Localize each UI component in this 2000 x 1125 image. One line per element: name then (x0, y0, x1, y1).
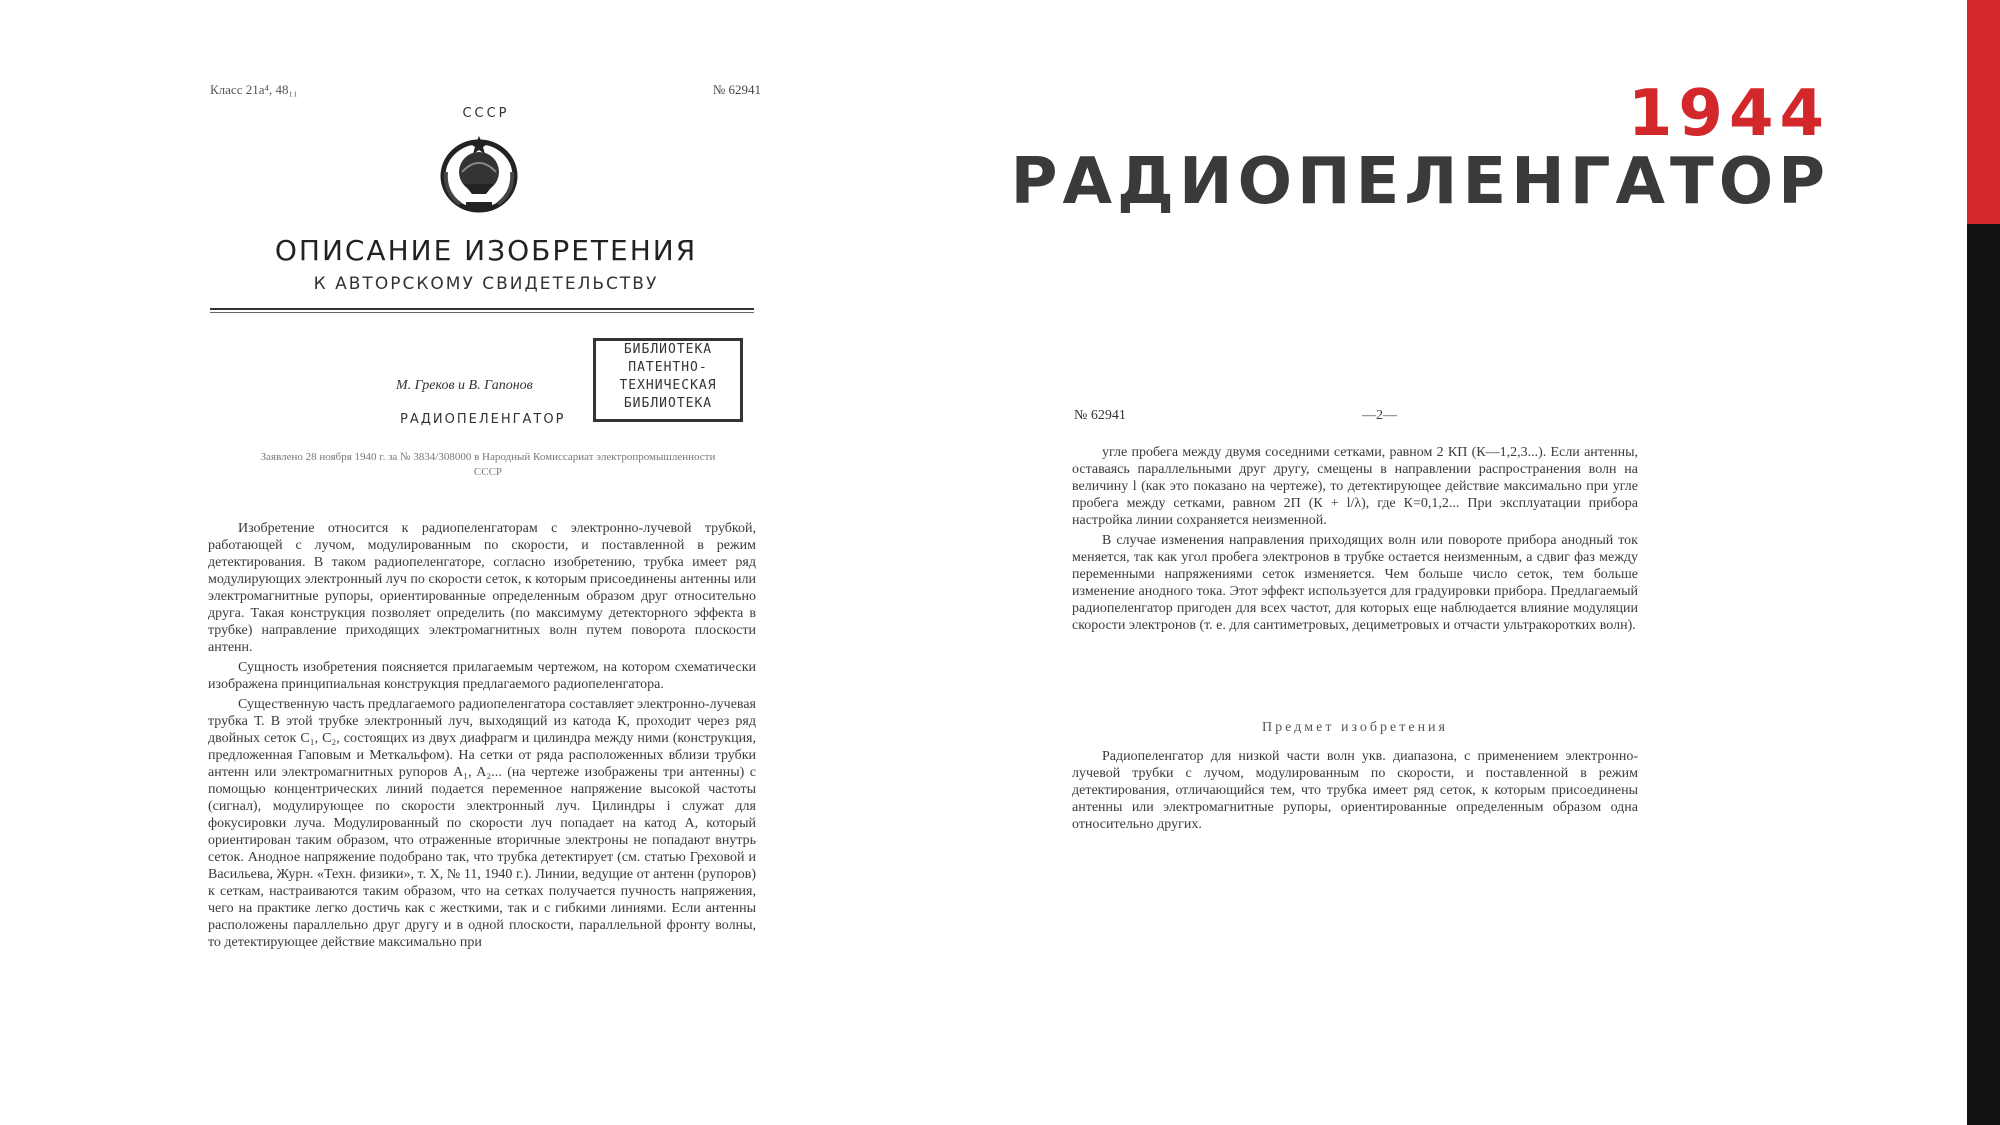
invention-name: РАДИОПЕЛЕНГАТОР (400, 412, 566, 427)
patent-number: № 62941 (712, 82, 761, 97)
stamp-line: БИБЛИОТЕКА (623, 396, 713, 411)
document-subheading: К АВТОРСКОМУ СВИДЕТЕЛЬСТВУ (313, 274, 659, 294)
country-label: СССР (462, 106, 510, 121)
page-number: —2— (1362, 408, 1397, 423)
slide-year: 1944 (1627, 77, 1830, 151)
heading-rule-thin (210, 312, 754, 313)
slide-title: РАДИОПЕЛЕНГАТОР (1010, 145, 1830, 219)
stamp-line: ТЕХНИЧЕСКАЯ (619, 378, 717, 393)
page1-body (208, 520, 756, 954)
paragraph: В случае изменения направления приходящих волн или повороте прибора анодный ток меняется, так как угол пробега электронов в трубке остается неизменным, а сдвиг фаз между переменными напряжениями сеток изменяется. Чем больше число сеток, тем больше изменение анодного тока. Этот эффект используется для градуировки прибора. Предлагаемый радиопеленгатор пригоден для всех частот, для которых еще наблюдается влияние модуляции скорости электронов (т. е. для сантиметровых, дециметровых и отчасти ультракоротких волн). (1072, 533, 1638, 633)
page2-patent-number: № 62941 (1074, 408, 1126, 423)
library-stamp (593, 338, 743, 422)
authors: М. Греков и В. Гапонов (396, 378, 533, 393)
paragraph: Существенную часть предлагаемого радиопеленгатора составляет электронно-лучевая трубка Т. В этой трубке электронный луч, выходящий из катода К, проходит через ряд двойных сеток C₁, C₂, состоящих из двух диафрагм и цилиндра между ними (конструкция, предложенная Гаповым и Меткальфом). На сетки от ряда расположенных вблизи трубки антенн или электромагнитных рупоров A₁, A₂... (на чертеже изображены три антенны) с помощью концентрических линий подается переменное напряжение высокой частоты (сигнал), модулирующее по скорости электронный луч. Цилиндры i служат для фокусировки луча. Модулированный по скорости луч попадает на катод А, который ориентирован таким образом, что отраженные вторичные электроны не попадают внутрь сеток. Анодное напряжение подобрано так, что трубка детектирует (см. статью Греховой и Васильева, Журн. «Техн. физики», т. X, № 11, 1940 г.). Линии, ведущие от антенн (рупоров) к сеткам, настраиваются таким образом, что на сетках получается пучность напряжения, чего на практике легко достичь как с жесткими, так и с гибкими линиями. Если антенны расположены параллельно друг другу и в одной плоскости, параллельной фронту волны, то детектирующее действие максимально при (208, 697, 756, 950)
filing-info: Заявлено 28 ноября 1940 г. за № 3834/308000 в Народный Комиссариат электропромышленности СССР (260, 451, 716, 478)
class-label: Класс 21a⁴, 48₁₁ (210, 82, 298, 97)
heading-rule (210, 308, 754, 310)
accent-stripe-black (1967, 224, 2000, 1125)
page2-body (1072, 444, 1638, 637)
paragraph: угле пробега между двумя соседними сетками, равном 2 КП (К—1,2,3...). Если антенны, оставаясь параллельными друг другу, смещены в направлении распространения волн на величину l (как это показано на чертеже), то детектирующее действие максимально при угле пробега между сетками, равном 2П (К + l/λ), где К=0,1,2... При эксплуатации прибора настройка линии сохраняется неизменной. (1072, 445, 1638, 528)
claim-body (1072, 748, 1638, 833)
claim-heading: Предмет изобретения (1262, 720, 1448, 735)
stamp-line: ПАТЕНТНО- (628, 360, 708, 375)
claim-text: Радиопеленгатор для низкой части волн укв. диапазона, с применением электронно-лучевой трубки с лучом, модулированным по скорости, и поставленной в режим детектирования, отличающийся тем, что трубка имеет ряд сеток, к которым присоединены антенны или электромагнитные рупоры, ориентированные определенным образом одна относительно других. (1072, 749, 1638, 832)
paragraph: Сущность изобретения поясняется прилагаемым чертежом, на котором схематически изображена принципиальная конструкция предлагаемого радиопеленгатора. (208, 660, 756, 692)
paragraph: Изобретение относится к радиопеленгаторам с электронно-лучевой трубкой, работающей с лучом, модулированным по скорости, и поставленной в режим детектирования. В таком радиопеленгаторе, согласно изобретению, трубка имеет ряд модулирующих электронный луч по скорости сеток, к которым присоединены антенны или электромагнитные рупоры, ориентированные определенным образом друг относительно друга. Такая конструкция позволяет определить (по максимуму детекторного эффекта в трубке) направление приходящих электромагнитных волн путем поворота плоскости антенн. (208, 521, 756, 655)
document-heading: ОПИСАНИЕ ИЗОБРЕТЕНИЯ (274, 234, 698, 267)
accent-stripe-red (1967, 0, 2000, 224)
stamp-line: БИБЛИОТЕКА (623, 342, 713, 357)
patent-page-1 (208, 76, 764, 1026)
ussr-emblem-icon (436, 132, 522, 216)
patent-page-2 (1072, 408, 1638, 868)
